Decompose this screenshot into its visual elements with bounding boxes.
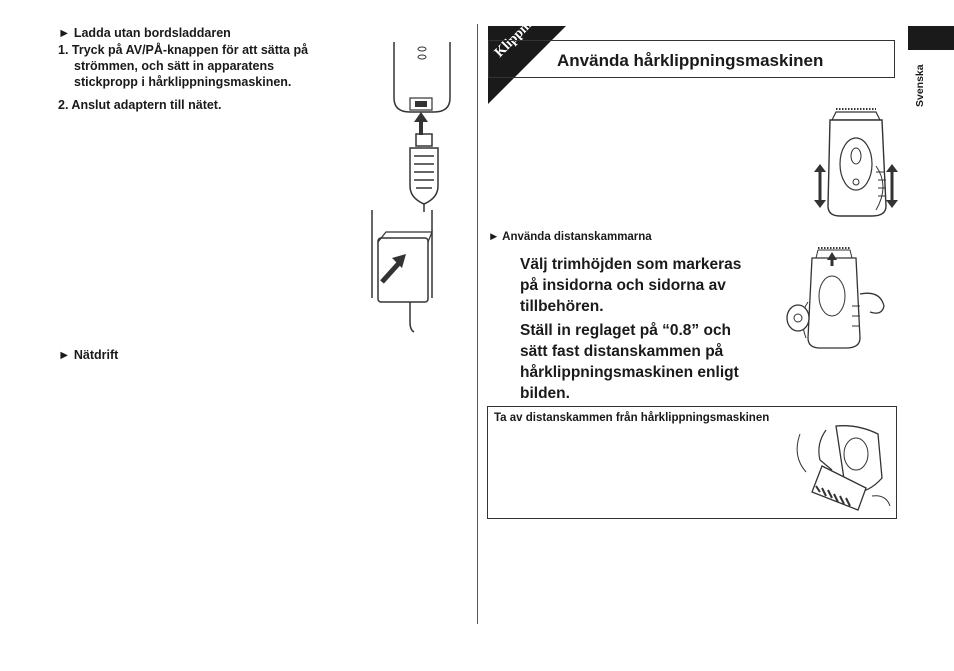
language-label: Svenska xyxy=(914,64,926,108)
removal-title: Ta av distanskammen från hårklippningsmaskinen xyxy=(494,412,770,424)
para2-line2: sätt fast distanskammen på xyxy=(520,343,724,360)
plug-icon xyxy=(404,132,444,212)
para1-line3: tillbehören. xyxy=(520,298,604,315)
comb-heading: ► Använda distanskammarna xyxy=(488,231,652,243)
page-title: Använda hårklippningsmaskinen xyxy=(557,51,824,70)
language-tab xyxy=(908,26,954,50)
para1-line2: på insidorna och sidorna av xyxy=(520,277,726,294)
para2-line4: bilden. xyxy=(520,385,570,402)
step2: 2. Anslut adaptern till nätet. xyxy=(58,98,222,112)
step1-line3: stickpropp i hårklippningsmaskinen. xyxy=(74,75,292,89)
clipper-dial-icon xyxy=(810,106,900,218)
charging-heading: ► Ladda utan bordsladdaren xyxy=(58,26,231,40)
para2-line3: hårklippningsmaskinen enligt xyxy=(520,364,739,381)
adapter-icon xyxy=(370,210,440,335)
para2-line1: Ställ in reglaget på “0.8” och xyxy=(520,322,732,339)
banner-label: Klippning xyxy=(492,7,546,61)
step1-line2: strömmen, och sätt in apparatens xyxy=(74,59,275,73)
para1-line1: Välj trimhöjden som markeras xyxy=(520,256,742,273)
column-divider xyxy=(477,24,478,624)
mains-heading: ► Nätdrift xyxy=(58,348,119,362)
comb-attach-icon xyxy=(784,246,888,352)
step1-line1: 1. Tryck på AV/PÅ-knappen för att sätta på xyxy=(58,43,309,57)
comb-remove-icon xyxy=(786,426,894,516)
